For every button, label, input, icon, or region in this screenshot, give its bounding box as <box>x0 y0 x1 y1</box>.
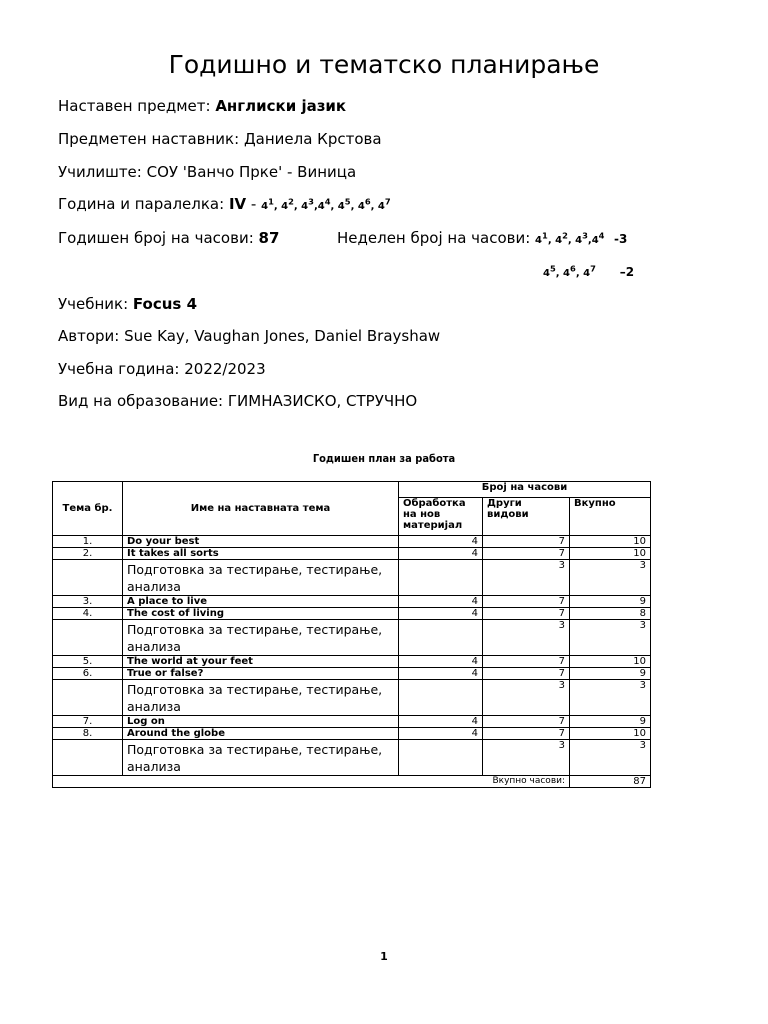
header-new-material: Обработка на нов материјал <box>399 498 483 536</box>
topic-number-cell <box>53 620 123 656</box>
total-hours-cell: 9 <box>570 716 651 728</box>
topic-number-cell: 1. <box>53 536 123 548</box>
weekly-parallels-2: $4^5$, $4^6$, $4^7$ <box>543 263 596 279</box>
topic-name-cell: Подготовка за тестирање, тестирање, анализа <box>123 740 399 776</box>
other-hours-cell: 3 <box>483 740 570 776</box>
other-hours-cell: 3 <box>483 680 570 716</box>
topic-name-cell: Подготовка за тестирање, тестирање, анализа <box>123 620 399 656</box>
total-hours-cell: 3 <box>570 680 651 716</box>
textbook-value: Focus 4 <box>132 295 198 313</box>
other-hours-cell: 7 <box>483 596 570 608</box>
plan-table <box>52 481 651 788</box>
topic-name-cell: It takes all sorts <box>123 548 399 560</box>
table-row <box>53 716 651 728</box>
total-hours-value: 87 <box>570 776 651 788</box>
weekly-hours-line <box>337 229 627 247</box>
textbook-label: Учебник: <box>58 295 133 313</box>
weekly-hours-line-2 <box>543 262 634 280</box>
total-hours-cell: 9 <box>570 668 651 680</box>
annual-hours-line <box>58 229 279 247</box>
topic-number-cell: 4. <box>53 608 123 620</box>
new-material-cell: 4 <box>399 656 483 668</box>
topic-name-cell: Подготовка за тестирање, тестирање, анализа <box>123 680 399 716</box>
header-topic-no: Тема бр. <box>53 482 123 536</box>
total-hours-cell: 8 <box>570 608 651 620</box>
table-row <box>53 728 651 740</box>
new-material-cell: 4 <box>399 608 483 620</box>
table-row <box>53 668 651 680</box>
new-material-cell: 4 <box>399 668 483 680</box>
total-hours-cell: 10 <box>570 536 651 548</box>
topic-name-cell: Around the globe <box>123 728 399 740</box>
total-hours-cell: 3 <box>570 620 651 656</box>
other-hours-cell: 7 <box>483 536 570 548</box>
table-row <box>53 608 651 620</box>
topic-number-cell <box>53 560 123 596</box>
topic-name-cell: Подготовка за тестирање, тестирање, анализа <box>123 560 399 596</box>
total-hours-cell: 3 <box>570 560 651 596</box>
subject-value: Англиски јазик <box>215 97 347 115</box>
plan-title: Годишен план за работа <box>312 452 456 465</box>
header-other: Други видови <box>483 498 570 536</box>
new-material-cell: 4 <box>399 548 483 560</box>
table-row <box>53 656 651 668</box>
header-topic-name: Име на наставната тема <box>123 482 399 536</box>
new-material-cell <box>399 680 483 716</box>
new-material-cell: 4 <box>399 716 483 728</box>
page-number: 1 <box>380 950 388 963</box>
year-dash: - <box>246 195 262 213</box>
subject-label: Наставен предмет: <box>58 97 216 115</box>
table-row <box>53 740 651 776</box>
new-material-cell <box>399 560 483 596</box>
table-row <box>53 560 651 596</box>
other-hours-cell: 7 <box>483 656 570 668</box>
year-value: IV <box>228 195 247 213</box>
weekly-value-1: -3 <box>614 232 628 246</box>
new-material-cell <box>399 740 483 776</box>
topic-name-cell: Log on <box>123 716 399 728</box>
new-material-cell: 4 <box>399 728 483 740</box>
topic-name-cell: True or false? <box>123 668 399 680</box>
teacher-line: Предметен наставник: Даниела Крстова <box>58 130 382 148</box>
annual-label: Годишен број на часови: <box>58 229 259 247</box>
topic-number-cell: 7. <box>53 716 123 728</box>
year-label: Година и паралелка: <box>58 195 225 213</box>
table-row <box>53 620 651 656</box>
weekly-parallels-1: $4^1$, $4^2$, $4^3,4^4$ <box>535 230 605 246</box>
textbook-line <box>58 295 197 313</box>
subject-line <box>58 97 346 115</box>
authors-line: Автори: Sue Kay, Vaughan Jones, Daniel Brayshaw <box>58 327 441 345</box>
other-hours-cell: 7 <box>483 548 570 560</box>
header-total: Вкупно <box>570 498 651 536</box>
topic-name-cell: Do your best <box>123 536 399 548</box>
year-line <box>58 195 391 213</box>
other-hours-cell: 3 <box>483 560 570 596</box>
topic-number-cell: 5. <box>53 656 123 668</box>
new-material-cell <box>399 620 483 656</box>
other-hours-cell: 7 <box>483 668 570 680</box>
total-hours-cell: 10 <box>570 656 651 668</box>
school-line: Училиште: СОУ 'Ванчо Прке' - Виница <box>58 163 357 181</box>
other-hours-cell: 7 <box>483 716 570 728</box>
total-hours-cell: 10 <box>570 728 651 740</box>
topic-number-cell: 3. <box>53 596 123 608</box>
table-row <box>53 536 651 548</box>
education-type-line: Вид на образование: ГИМНАЗИСКО, СТРУЧНО <box>58 392 418 410</box>
topic-number-cell: 8. <box>53 728 123 740</box>
header-hours: Број на часови <box>399 482 651 498</box>
topic-number-cell <box>53 680 123 716</box>
topic-number-cell: 6. <box>53 668 123 680</box>
other-hours-cell: 7 <box>483 608 570 620</box>
total-hours-label: Вкупно часови: <box>53 776 570 788</box>
weekly-label: Неделен број на часови: <box>337 229 536 247</box>
new-material-cell: 4 <box>399 596 483 608</box>
annual-value: 87 <box>258 229 280 247</box>
new-material-cell: 4 <box>399 536 483 548</box>
weekly-value-2: –2 <box>619 265 635 279</box>
school-year-line: Учебна година: 2022/2023 <box>58 360 266 378</box>
topic-name-cell: The cost of living <box>123 608 399 620</box>
total-hours-cell: 10 <box>570 548 651 560</box>
topic-name-cell: A place to live <box>123 596 399 608</box>
other-hours-cell: 7 <box>483 728 570 740</box>
table-row <box>53 596 651 608</box>
other-hours-cell: 3 <box>483 620 570 656</box>
plan-table-body <box>53 536 651 776</box>
topic-number-cell: 2. <box>53 548 123 560</box>
topic-name-cell: The world at your feet <box>123 656 399 668</box>
page-title: Годишно и тематско планирање <box>168 50 600 79</box>
total-hours-cell: 9 <box>570 596 651 608</box>
table-row <box>53 680 651 716</box>
total-hours-cell: 3 <box>570 740 651 776</box>
table-row <box>53 548 651 560</box>
year-parallels: $4^1$, $4^2$, $4^3,4^4$, $4^5$, $4^6$, $4^7$ <box>261 196 391 212</box>
topic-number-cell <box>53 740 123 776</box>
